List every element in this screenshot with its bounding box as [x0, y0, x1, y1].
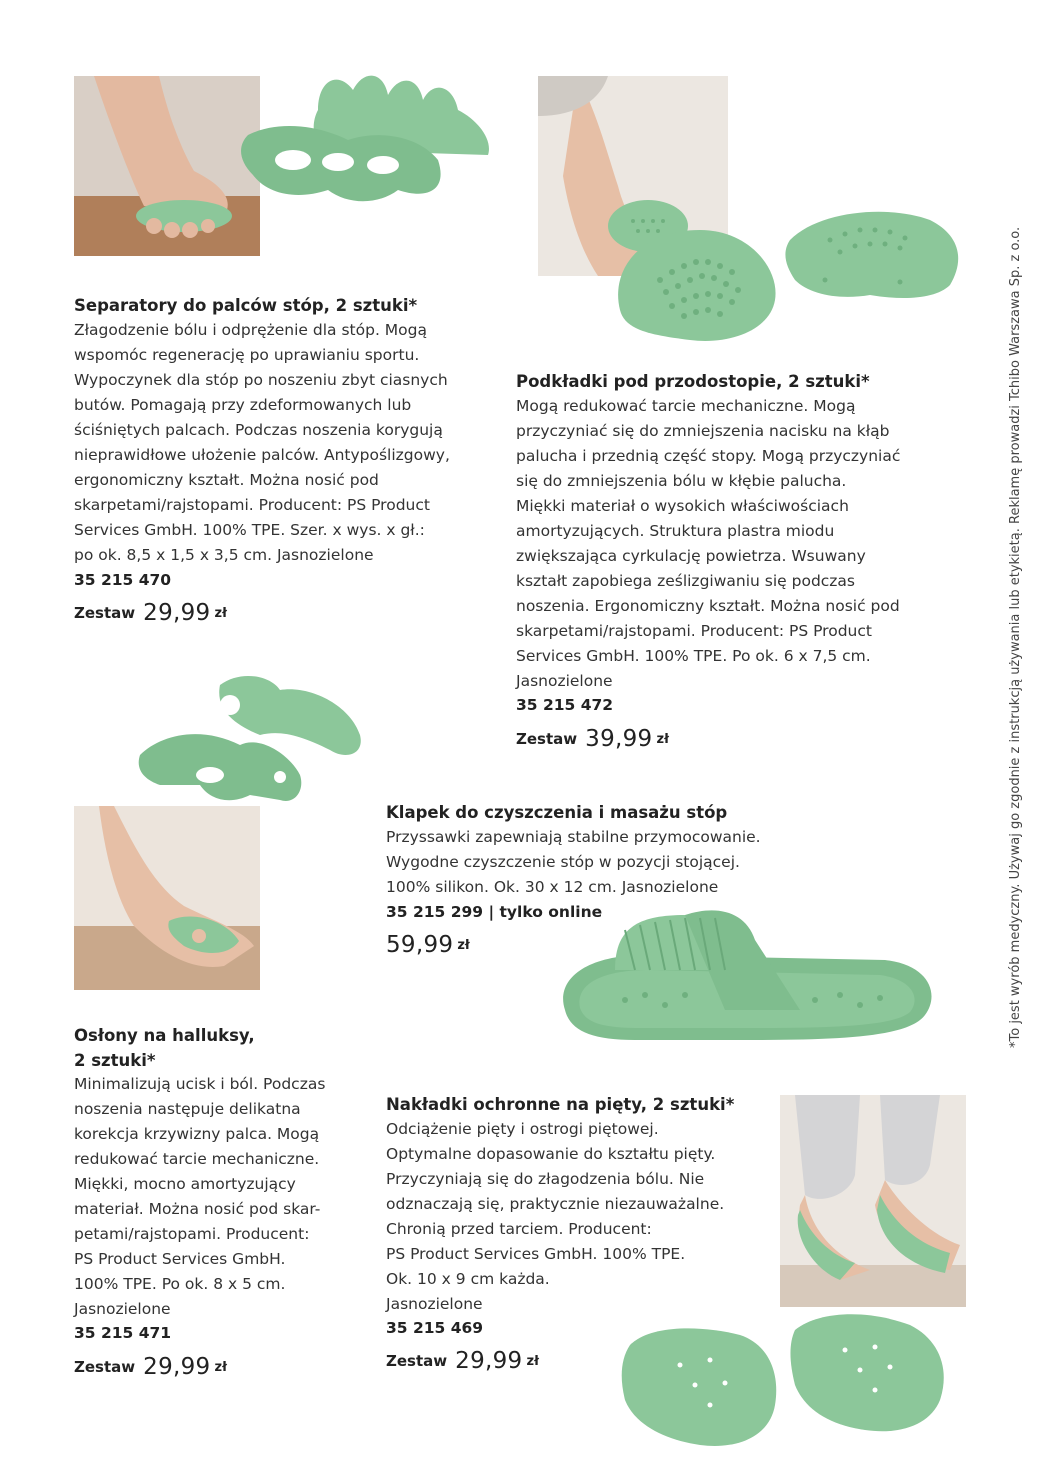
price-currency: zł	[526, 1353, 539, 1369]
price-value: 29,99	[143, 600, 211, 626]
heel-pad-photo	[780, 1095, 966, 1307]
bunion-shield-photo	[74, 806, 260, 990]
product-code: 35 215 471	[74, 1324, 172, 1342]
product-description: Złagodzenie bólu i odprężenie dla stóp. Mogą wspomóc regenerację po uprawianiu sportu. Wypoczynek dla stóp po noszeniu zbyt ciasnych butów. Pomagają przy zdeformowanych lub ściśniętych palcach. Podczas noszenia korygują nieprawidłowe ułożenie palców. Antypoślizgowy, ergonomiczny kształt. Można nosić pod skarpetami/rajstopami. Producent: PS Product Services GmbH. 100% TPE. Szer. x wys. x gł.: po ok. 8,5 x 1,5 x 3,5 cm. Jasnozielone	[74, 321, 450, 564]
product-description: Odciążenie pięty i ostrogi piętowej. Optymalne dopasowanie do kształtu pięty. Przyczyniają się do złagodzenia bólu. Nie odznaczają się, praktycznie niezauważalne. Chronią przed tarciem. Producent: PS Product Services GmbH. 100% TPE. Ok. 10 x 9 cm każda. Jasnozielone	[386, 1120, 725, 1313]
product-description: Przyssawki zapewniają stabilne przymocowanie. Wygodne czyszczenie stóp w pozycji stojącej. 100% silikon. Ok. 30 x 12 cm. Jasnozielone	[386, 828, 761, 896]
price-currency: zł	[214, 1359, 227, 1375]
price-label: Zestaw	[74, 604, 136, 622]
price-currency: zł	[656, 731, 669, 747]
price-currency: zł	[457, 937, 470, 953]
product-code: 35 215 472	[516, 696, 614, 714]
toe-separator-product-image	[238, 50, 508, 240]
product-description: Minimalizują ucisk i ból. Podczas noszenia następuje delikatna korekcja krzywizny palca. Mogą redukować tarcie mechaniczne. Miękki, mocno amortyzujący materiał. Można nosić pod skar- petami/rajstopami. Producent: PS Product Services GmbH. 100% TPE. Po ok. 8 x 5 cm. Jasnozielone	[74, 1075, 326, 1318]
product-code: 35 215 470	[74, 571, 172, 589]
product-title: Podkładki pod przodostopie, 2 sztuki*	[516, 372, 870, 391]
price-label: Zestaw	[74, 1358, 136, 1376]
toe-separator-photo	[74, 76, 260, 256]
bunion-shield-product-image	[130, 665, 370, 825]
medical-device-disclaimer: *To jest wyrób medyczny. Używaj go zgodnie z instrukcją używania lub etykietą. Reklamę prowadzi Tchibo Warszawa Sp. z o.o.	[1008, 226, 1023, 1048]
price	[516, 726, 669, 752]
price-currency: zł	[214, 605, 227, 621]
price-value: 39,99	[585, 726, 653, 752]
product-code: 35 215 299 | tylko online	[386, 903, 603, 921]
forefoot-pad-product-image	[600, 200, 980, 360]
product-code: 35 215 469	[386, 1319, 484, 1337]
product-title: Nakładki ochronne na pięty, 2 sztuki*	[386, 1095, 735, 1114]
product-description: Mogą redukować tarcie mechaniczne. Mogą przyczyniać się do zmniejszenia nacisku na kłąb palucha i przednią część stopy. Mogą przyczyniać się do zmniejszenia bólu w kłębie palucha. Miękki materiał o wysokich właściwościach amortyzujących. Struktura plastra miodu zwiększająca cyrkulację powietrza. Wsuwany kształt zapobiega ześlizgiwaniu się podczas noszenia. Ergonomiczny kształt. Można nosić pod skarpetami/rajstopami. Producent: PS Product Services GmbH. 100% TPE. Po ok. 6 x 7,5 cm. Jasnozielone	[516, 397, 901, 690]
price-label: Zestaw	[386, 1352, 448, 1370]
price	[74, 600, 227, 626]
price-value: 29,99	[455, 1348, 523, 1374]
price	[74, 1354, 227, 1380]
price-value: 29,99	[143, 1354, 211, 1380]
product-title: Osłony na halluksy, 2 sztuki*	[74, 1026, 255, 1070]
price-label: Zestaw	[516, 730, 578, 748]
price	[386, 932, 470, 958]
price-value: 59,99	[386, 932, 454, 958]
product-title: Klapek do czyszczenia i masażu stóp	[386, 803, 728, 822]
price	[386, 1348, 539, 1374]
cleaning-slipper-product-image	[555, 900, 945, 1050]
heel-pad-product-image	[610, 1305, 990, 1455]
product-title: Separatory do palców stóp, 2 sztuki*	[74, 296, 418, 315]
